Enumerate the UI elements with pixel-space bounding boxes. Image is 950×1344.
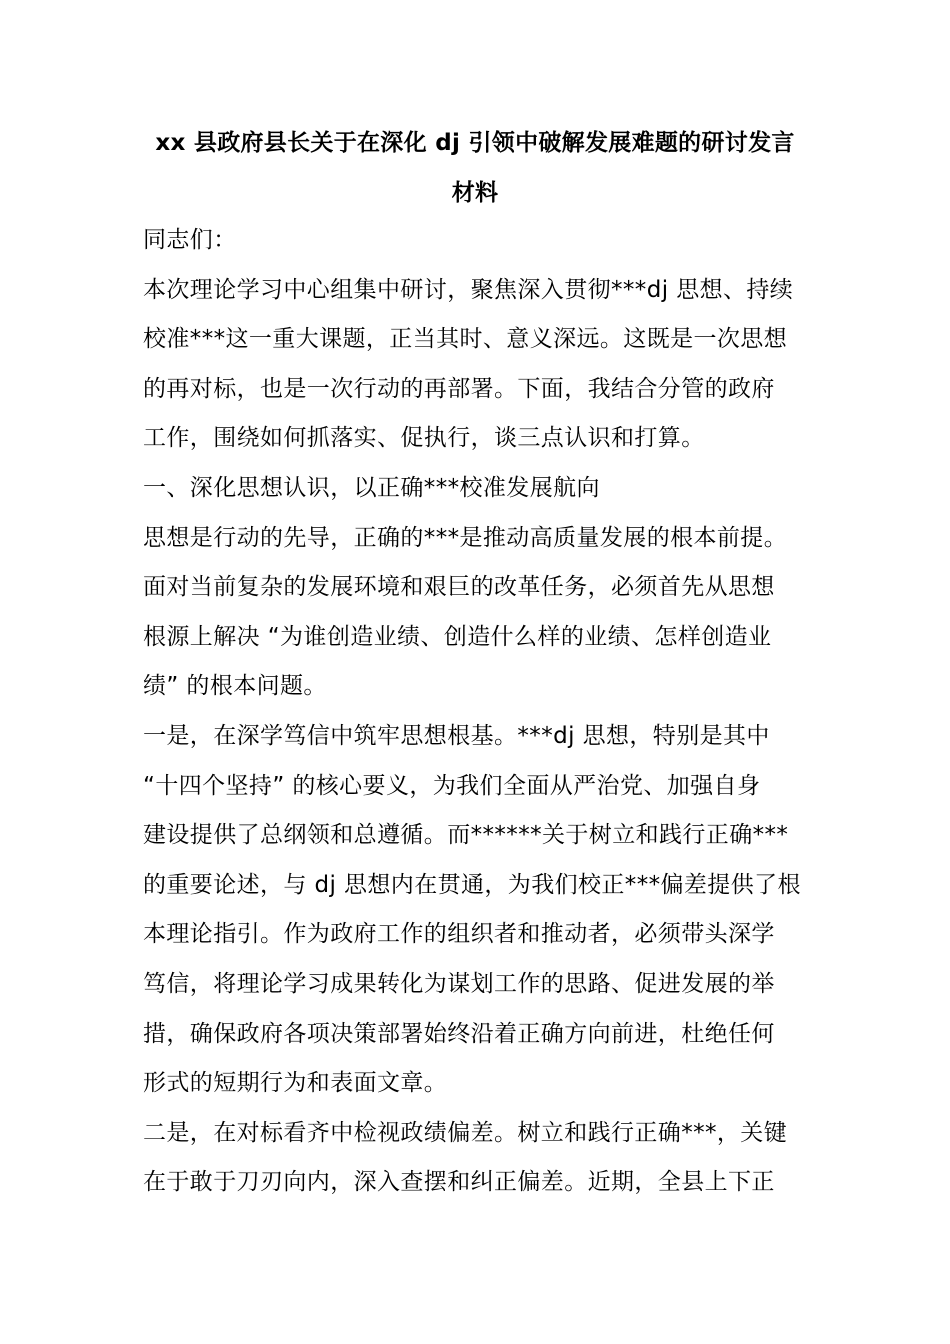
body-line: 本次理论学习中心组集中研讨，聚焦深入贯彻***dj 思想、持续	[143, 276, 794, 303]
title-line-2: 材料	[451, 180, 499, 206]
title-line-1: xx 县政府县长关于在深化 dj 引领中破解发展难题的研讨发言	[155, 130, 795, 156]
salutation: 同志们：	[143, 227, 237, 253]
body-line: 工作，围绕如何抓落实、促执行，谈三点认识和打算。	[143, 425, 705, 452]
body-line: 的再对标，也是一次行动的再部署。下面，我结合分管的政府	[143, 375, 775, 402]
section-heading: 一、深化思想认识，以正确***校准发展航向	[143, 474, 600, 501]
body-line: 的重要论述，与 dj 思想内在贯通，为我们校正***偏差提供了根	[143, 871, 801, 898]
body-line: 根源上解决 “为谁创造业绩、创造什么样的业绩、怎样创造业	[143, 623, 772, 650]
body-line: 绩” 的根本问题。	[143, 673, 327, 700]
body-line: 一是，在深学笃信中筑牢思想根基。***dj 思想，特别是其中	[143, 722, 770, 749]
body-line: 形式的短期行为和表面文章。	[143, 1070, 448, 1097]
body-line: 在于敢于刀刃向内，深入查摆和纠正偏差。近期，全县上下正	[143, 1169, 775, 1196]
body-line: 校准***这一重大课题，正当其时、意义深远。这既是一次思想	[143, 326, 788, 353]
body-line: 建设提供了总纲领和总遵循。而******关于树立和践行正确***	[143, 822, 789, 849]
body-line: 二是，在对标看齐中检视政绩偏差。树立和践行正确***，关键	[143, 1119, 788, 1146]
document-title	[140, 118, 810, 218]
body-line: 面对当前复杂的发展环境和艰巨的改革任务，必须首先从思想	[143, 574, 775, 601]
body-line: “十四个坚持” 的核心要义，为我们全面从严治党、加强自身	[143, 772, 761, 799]
body-line: 本理论指引。作为政府工作的组织者和推动者，必须带头深学	[143, 921, 775, 948]
body-line: 笃信，将理论学习成果转化为谋划工作的思路、促进发展的举	[143, 970, 775, 997]
document-body	[143, 216, 813, 1208]
body-line: 思想是行动的先导，正确的***是推动高质量发展的根本前提。	[143, 524, 788, 551]
body-line: 措，确保政府各项决策部署始终沿着正确方向前进，杜绝任何	[143, 1020, 775, 1047]
